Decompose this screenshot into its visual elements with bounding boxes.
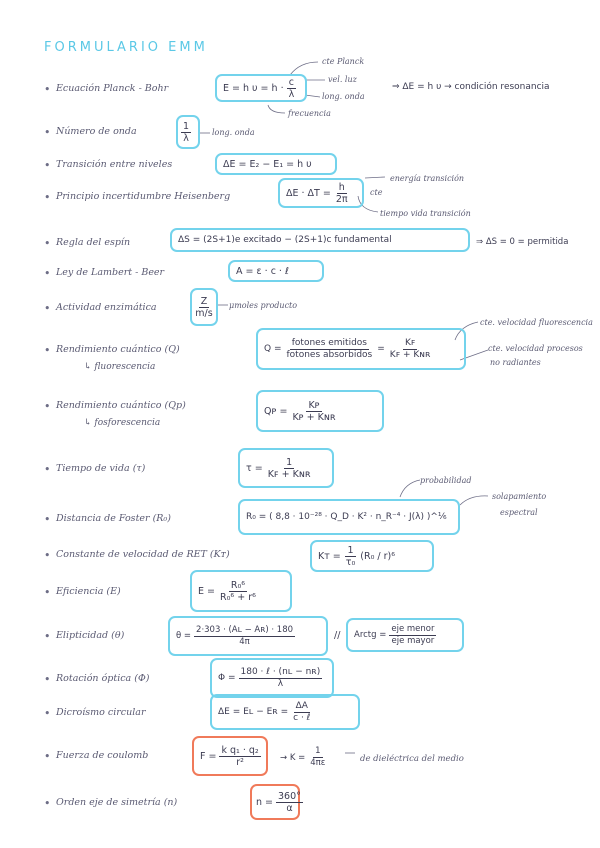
bullet: •: [44, 673, 51, 686]
formula-box: R₀ = ( 8,8 · 10⁻²⁸ · Q_D · K² · n_R⁻⁴ · J(λ) )^¹⁄₆: [238, 499, 460, 535]
numerator: 1: [183, 120, 190, 132]
numerator: Kꜰ: [404, 337, 416, 348]
formula-box: [210, 658, 334, 698]
row-label: Tiempo de vida (τ): [56, 463, 146, 474]
note-tiempo-vida: tiempo vida transición: [380, 209, 471, 218]
formula-box: [310, 540, 434, 572]
denominator: Kꜰ + Kɴʀ: [389, 349, 431, 360]
row-label: Ley de Lambert - Beer: [56, 267, 165, 278]
formula-box: [238, 448, 334, 488]
row-label: Elipticidad (θ): [56, 630, 125, 641]
fraction: [334, 182, 350, 205]
bullet: •: [44, 344, 51, 357]
row-label: Principio incertidumbre Heisenberg: [56, 191, 231, 202]
formula-box: [190, 570, 292, 612]
denominator: c · ℓ: [293, 712, 311, 723]
fraction: [308, 746, 327, 769]
note-probabilidad: probabilidad: [420, 476, 472, 485]
numerator: 1: [315, 746, 321, 756]
row-label: Actividad enzimática: [56, 302, 157, 313]
fraction: [276, 791, 303, 814]
denominator: r²: [236, 756, 244, 768]
fraction: [287, 77, 297, 100]
fraction: [193, 296, 214, 319]
note-energia-transicion: energía transición: [390, 174, 465, 183]
formula-lhs: Kᴛ =: [318, 550, 341, 562]
formula-lhs: E = h υ = h ·: [223, 82, 284, 94]
denominator: τ₀: [345, 556, 356, 568]
bullet: •: [44, 83, 51, 96]
row-label: Rendimiento cuántico (Q): [56, 344, 180, 355]
numerator: 180 · ℓ · (nʟ − nʀ): [240, 666, 321, 677]
formula-box: ΔS = (2S+1)e excitado − (2S+1)c fundamental: [170, 228, 470, 252]
row-label: Ecuación Planck - Bohr: [56, 83, 169, 94]
note-long-onda: long. onda: [212, 128, 255, 137]
denominator: λ: [183, 132, 189, 144]
bullet: •: [44, 126, 51, 139]
bullet: •: [44, 707, 51, 720]
fraction: [266, 457, 313, 480]
numerator: Kᴘ: [308, 399, 320, 411]
fraction: [194, 625, 295, 648]
note-frecuencia: frecuencia: [288, 109, 331, 118]
fraction: [291, 701, 312, 724]
denominator: 4πε: [310, 758, 326, 768]
row-label: Eficiencia (E): [56, 586, 121, 597]
fraction: [389, 624, 436, 647]
row-label: Rotación óptica (Φ): [56, 673, 150, 684]
bullet: •: [44, 302, 51, 315]
formula-box: [215, 74, 307, 102]
denominator: Kꜰ + Kɴʀ: [267, 468, 311, 480]
numerator: k q₁ · q₂: [221, 744, 259, 756]
numerator: h: [338, 181, 345, 193]
formula-box: [190, 288, 218, 326]
denominator: Kᴘ + Kɴʀ: [292, 411, 336, 423]
bullet: •: [44, 191, 51, 204]
row-label: Constante de velocidad de RET (Kᴛ): [56, 549, 230, 560]
denominator: 2π: [335, 193, 348, 205]
row-label: Transición entre niveles: [56, 159, 173, 170]
fraction: [219, 745, 260, 768]
formula-lhs: Q =: [264, 344, 282, 354]
formula-lhs: θ =: [176, 631, 192, 641]
formula-box: [256, 390, 384, 432]
formula-box: [168, 616, 328, 656]
bullet: •: [44, 549, 51, 562]
numerator: ΔA: [295, 700, 308, 711]
note-cte: cte: [370, 188, 383, 197]
numerator: 2·303 · (Aʟ − Aʀ) · 180: [196, 624, 294, 635]
fraction: [181, 121, 191, 144]
note-vel-luz: vel. luz: [328, 75, 357, 84]
note-dielectrica: de dieléctrica del medio: [360, 754, 464, 764]
spin-rule-result: ⇒ ΔS = 0 = permitida: [476, 237, 569, 247]
note-long-onda: long. onda: [322, 92, 365, 101]
note-solapamiento: solapamiento: [492, 492, 547, 501]
fraction-rates: [388, 338, 433, 361]
row-label: Distancia de Foster (R₀): [56, 513, 171, 524]
formula-lhs: F =: [200, 750, 217, 762]
bullet: •: [44, 463, 51, 476]
bullet: •: [44, 513, 51, 526]
formula-box: [210, 694, 360, 730]
formula-box: [192, 736, 268, 776]
formula-box: [278, 178, 364, 208]
formula-lhs: Φ =: [218, 673, 236, 683]
note-cte-planck: cte Planck: [322, 57, 365, 66]
denominator: 4π: [239, 636, 250, 647]
numerator: fotones emitidos: [291, 337, 367, 348]
numerator: eje menor: [391, 623, 435, 634]
bullet: •: [44, 586, 51, 599]
numerator: 360°: [278, 790, 301, 802]
bullet: •: [44, 400, 51, 413]
row-sublabel: ↳ fluorescencia: [84, 362, 156, 372]
formula-box: [176, 115, 200, 149]
resonance-condition: ⇒ ΔE = h υ → condición resonancia: [392, 82, 550, 92]
formula-lhs: E =: [198, 585, 215, 597]
note-umoles: μmoles producto: [229, 301, 298, 310]
formula-lhs: τ =: [246, 462, 263, 474]
k-constant: [280, 746, 330, 769]
bullet: •: [44, 267, 51, 280]
fraction: [344, 545, 358, 568]
formula-box: [250, 784, 300, 820]
numerator: 1: [286, 456, 293, 468]
formula-box: [256, 328, 466, 370]
numerator: Z: [200, 295, 208, 307]
bullet: •: [44, 237, 51, 250]
numerator: c: [288, 76, 295, 88]
formula-lhs: ΔE = Eʟ − Eʀ =: [218, 707, 289, 717]
note-velocidad-procesos: cte. velocidad procesos: [488, 344, 583, 353]
denominator: eje mayor: [391, 635, 435, 646]
bullet: •: [44, 750, 51, 763]
row-sublabel: ↳ fosforescencia: [84, 418, 161, 428]
formula-lhs: Arctg =: [354, 630, 387, 640]
numerator: 1: [347, 544, 354, 556]
note-no-radiantes: no radiantes: [490, 358, 541, 367]
bullet: •: [44, 159, 51, 172]
denominator: m/s: [195, 307, 213, 319]
arctg-box: [346, 618, 464, 652]
equals-sign: =: [377, 344, 385, 354]
formula-box: ΔE = E₂ − E₁ = h υ: [215, 153, 337, 175]
page-title: FORMULARIO EMM: [44, 40, 208, 55]
formula-lhs: n =: [256, 796, 274, 808]
fraction: [290, 400, 337, 423]
numerator: R₀⁶: [230, 579, 246, 591]
denominator: fotones absorbidos: [286, 349, 373, 360]
formula-box: A = ε · c · ℓ: [228, 260, 324, 282]
separator: //: [334, 630, 341, 641]
formula-lhs: Qᴘ =: [264, 405, 288, 417]
fraction: [239, 667, 323, 690]
row-label: Orden eje de simetría (n): [56, 797, 178, 808]
fraction-photons: [285, 338, 375, 361]
row-label: Número de onda: [56, 126, 137, 137]
formula-rhs: (R₀ / r)⁶: [360, 550, 396, 562]
bullet: •: [44, 630, 51, 643]
row-label: Dicroísmo circular: [56, 707, 146, 718]
denominator: α: [286, 802, 293, 814]
row-label: Fuerza de coulomb: [56, 750, 149, 761]
denominator: λ: [288, 88, 295, 100]
denominator: λ: [277, 678, 284, 689]
k-lhs: → K =: [280, 752, 306, 763]
denominator: R₀⁶ + r⁶: [219, 591, 256, 603]
note-velocidad-fluorescencia: cte. velocidad fluorescencia: [480, 318, 593, 327]
formula-lhs: ΔE · ΔT =: [286, 187, 331, 199]
row-label: Rendimiento cuántico (Qp): [56, 400, 186, 411]
bullet: •: [44, 797, 51, 810]
row-label: Regla del espín: [56, 237, 131, 248]
fraction: [218, 580, 258, 603]
note-espectral: espectral: [500, 508, 538, 517]
